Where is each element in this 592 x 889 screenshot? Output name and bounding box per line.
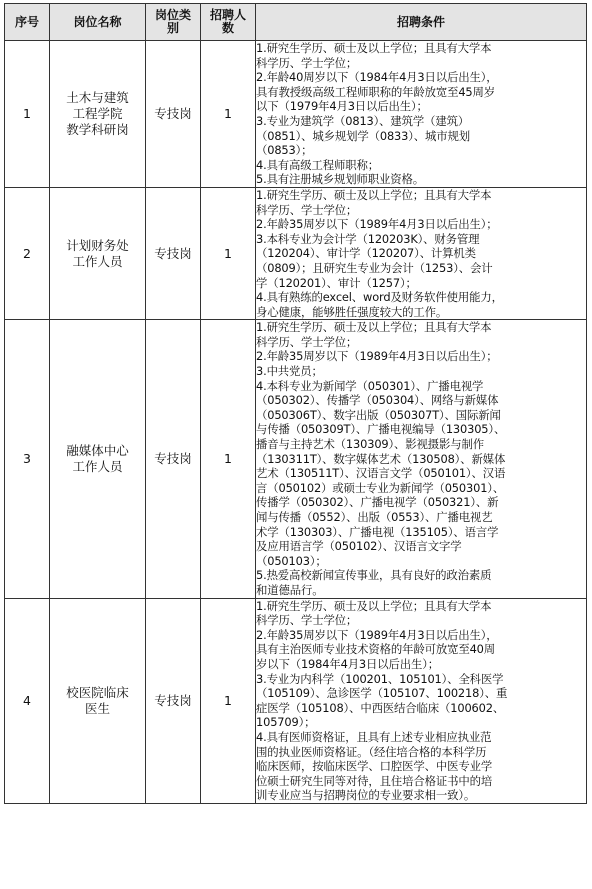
requirement-line: 3.专业为建筑学（0813）、建筑学（建筑） <box>256 113 470 128</box>
header-requirements: 招聘条件 <box>256 4 587 41</box>
position-name <box>50 320 146 598</box>
position-name <box>50 187 146 319</box>
requirement-line: 105709）； <box>256 715 316 730</box>
table-header <box>5 4 587 41</box>
requirement-line: 科学历、学士学位； <box>256 334 358 349</box>
requirement-line: 与传播（050309T）、广播电视编导（130305）、 <box>256 422 506 437</box>
requirement-line: 1.研究生学历、硕士及以上学位；且具有大学本 <box>256 41 492 55</box>
requirement-line: （050306T）、数字出版（050307T）、国际新闻 <box>256 407 501 422</box>
position-name-line: 融媒体中心 <box>66 442 129 458</box>
position-name-line: 医生 <box>84 700 110 716</box>
requirement-line: 传播学（050302）、广播电视学（050321）、新 <box>256 495 499 510</box>
requirement-line: 具有主治医师专业技术资格的年龄可放宽至40周 <box>256 642 496 657</box>
position-name-line: 教学科研岗 <box>66 121 129 137</box>
requirement-line: 5.热爱高校新闻宣传事业，具有良好的政治素质 <box>256 568 492 583</box>
requirement-line: 2.年龄35周岁以下（1989年4月3日以后出生）； <box>256 217 498 232</box>
requirement-line: 1.研究生学历、硕士及以上学位；且具有大学本 <box>256 598 492 613</box>
requirement-line: 4.本科专业为新闻学（050301）、广播电视学 <box>256 378 484 393</box>
requirement-line: 围的执业医师资格证。（经住培合格的本科学历 <box>256 744 487 759</box>
header-category-line: 别 <box>166 21 179 35</box>
requirement-line: 2.年龄35周岁以下（1989年4月3日以后出生）； <box>256 349 498 364</box>
requirement-line: 科学历、学士学位； <box>256 55 358 70</box>
position-category: 专技岗 <box>146 187 201 319</box>
header-count-line: 数 <box>221 21 234 35</box>
header-count-line: 招聘人 <box>209 8 246 22</box>
requirements <box>256 598 587 803</box>
requirement-line: （120204）、审计学（120207）、计算机类 <box>256 246 476 261</box>
recruit-count: 1 <box>201 320 256 598</box>
requirement-line: 4.具有医师资格证，且具有上述专业相应执业范 <box>256 729 492 744</box>
requirement-line: 症医学（105108）、中西医结合临床（100602、 <box>256 700 505 715</box>
requirement-line: 临床医师，按临床医学、口腔医学、中医专业学 <box>256 759 493 774</box>
requirement-line: 1.研究生学历、硕士及以上学位；且具有大学本 <box>256 187 492 202</box>
requirement-line: （0851）、城乡规划学（0833）、城市规划 <box>256 128 470 143</box>
requirement-line: 2.年龄35周岁以下（1989年4月3日以后出生）， <box>256 627 498 642</box>
requirement-line: 科学历、学士学位； <box>256 613 358 628</box>
position-name-line: 土木与建筑 <box>66 89 129 105</box>
requirement-line: 学（120201）、审计（1257）； <box>256 275 417 290</box>
position-category: 专技岗 <box>146 598 201 803</box>
position-name-line: 工程学院 <box>72 105 123 121</box>
requirement-line: （0809）；且研究生专业为会计（1253）、会计 <box>256 260 493 275</box>
table-row <box>5 41 587 188</box>
recruit-count: 1 <box>201 41 256 188</box>
header-count <box>201 4 256 41</box>
requirements <box>256 320 587 598</box>
header-category-line: 岗位类 <box>154 8 191 22</box>
requirement-line: 3.本科专业为会计学（120203K）、财务管理 <box>256 231 480 246</box>
requirement-line: 艺术（130511T）、汉语言文学（050101）、汉语 <box>256 466 506 481</box>
requirement-line: 岁以下（1984年4月3日以后出生）； <box>256 656 440 671</box>
requirement-line: 5.具有注册城乡规划师职业资格。 <box>256 172 424 187</box>
requirement-line: 4.具有高级工程师职称； <box>256 157 379 172</box>
row-index: 1 <box>5 41 50 188</box>
header-index: 序号 <box>5 4 50 41</box>
row-index: 3 <box>5 320 50 598</box>
requirement-line: （050103）； <box>256 553 327 568</box>
row-index: 4 <box>5 598 50 803</box>
recruitment-table <box>4 3 587 804</box>
recruit-count: 1 <box>201 598 256 803</box>
requirement-line: 言（050102）或硕士专业为新闻学（050301）、 <box>256 480 505 495</box>
table-body <box>5 41 587 804</box>
requirement-line: 闻与传播（0552）、出版（0553）、广播电视艺 <box>256 510 493 524</box>
requirement-line: 3.专业为内科学（100201、105101）、全科医学 <box>256 671 504 686</box>
requirement-line: （130311T）、数字媒体艺术（130508）、新媒体 <box>256 451 506 466</box>
position-name-line: 工作人员 <box>72 253 123 269</box>
header-position: 岗位名称 <box>50 4 146 41</box>
position-category: 专技岗 <box>146 320 201 598</box>
requirement-line: 训专业应当与招聘岗位的专业要求相一致）。 <box>256 788 476 803</box>
requirement-line: 1.研究生学历、硕士及以上学位；且具有大学本 <box>256 320 492 335</box>
table-row <box>5 598 587 803</box>
position-name <box>50 598 146 803</box>
requirement-line: （0853）； <box>256 143 313 158</box>
requirement-line: 播音与主持艺术（130309）、影视摄影与制作 <box>256 437 484 452</box>
requirement-line: 4.具有熟练的excel、word及财务软件使用能力， <box>256 290 503 305</box>
requirement-line: 和道德品行。 <box>256 582 324 597</box>
requirement-line: 具有教授级高级工程师职称的年龄放宽至45周岁 <box>256 84 496 99</box>
position-name-line: 计划财务处 <box>66 237 129 253</box>
requirement-line: 及应用语言学（050102）、汉语言文字学 <box>256 539 462 554</box>
requirements <box>256 41 587 188</box>
requirement-line: 术学（130303）、广播电视（135105）、语言学 <box>256 524 499 539</box>
position-name <box>50 41 146 188</box>
requirement-line: 科学历、学士学位； <box>256 202 358 217</box>
requirement-line: 以下（1979年4月3日以后出生）； <box>256 99 428 114</box>
requirement-line: 位硕士研究生同等对待，且住培合格证书中的培 <box>256 773 493 788</box>
table-row <box>5 320 587 598</box>
header-category <box>146 4 201 41</box>
position-category: 专技岗 <box>146 41 201 188</box>
position-name-line: 校医院临床 <box>66 684 129 700</box>
requirement-line: （105109）、急诊医学（105107、100218）、重 <box>256 686 508 701</box>
row-index: 2 <box>5 187 50 319</box>
header-row <box>5 4 587 41</box>
requirement-line: 3.中共党员； <box>256 364 323 379</box>
requirement-line: （050302）、传播学（050304）、网络与新媒体 <box>256 393 499 408</box>
recruit-count: 1 <box>201 187 256 319</box>
table-row <box>5 187 587 319</box>
position-name-line: 工作人员 <box>72 458 123 474</box>
requirement-line: 2.年龄40周岁以下（1984年4月3日以后出生）， <box>256 70 498 85</box>
requirement-line: 身心健康，能够胜任强度较大的工作。 <box>256 304 448 319</box>
requirements <box>256 187 587 319</box>
